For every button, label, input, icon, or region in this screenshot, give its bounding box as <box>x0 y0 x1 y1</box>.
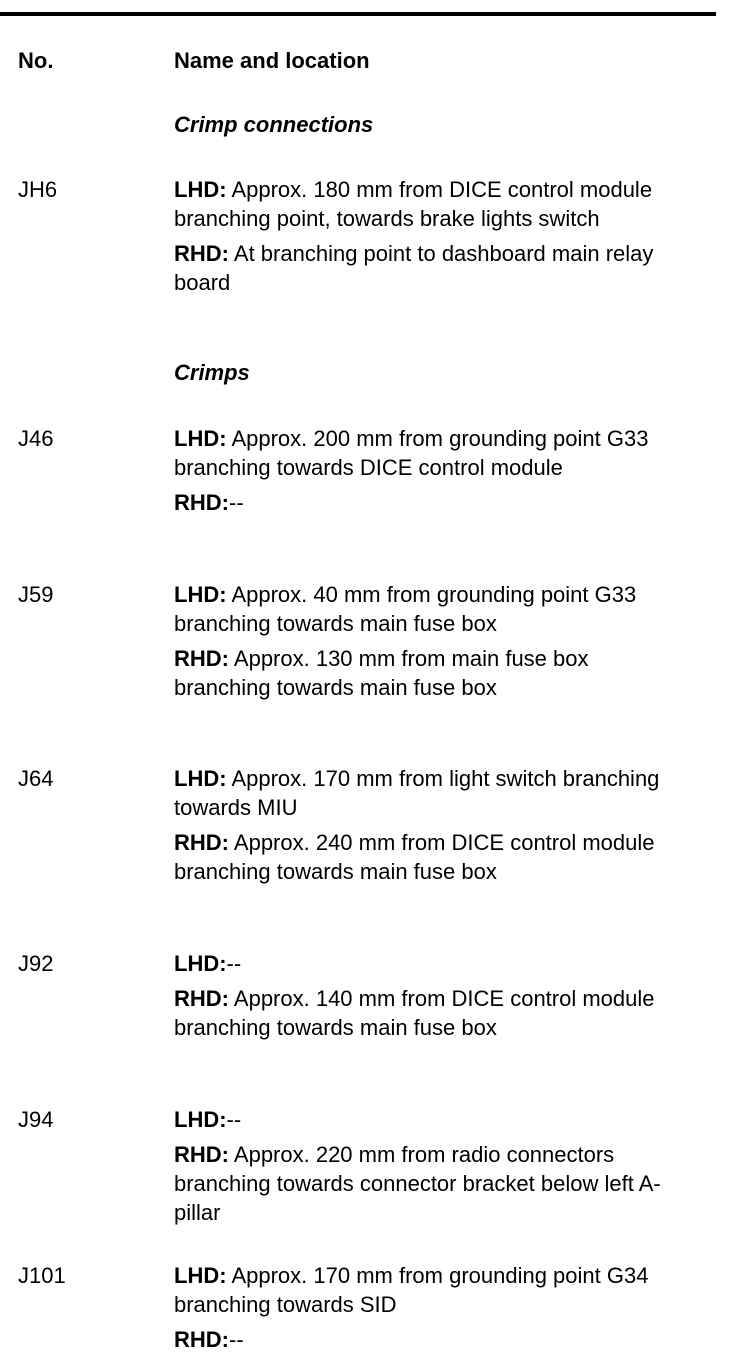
lhd-label: LHD: <box>174 766 227 791</box>
entry-location <box>174 949 674 1048</box>
lhd-label: LHD: <box>174 951 227 976</box>
entry-number: J64 <box>18 766 54 791</box>
entry-number: J59 <box>18 582 54 607</box>
entry-number: JH6 <box>18 177 58 202</box>
section-title-crimps: Crimps <box>174 360 250 385</box>
lhd-line <box>174 1105 674 1134</box>
rhd-label: RHD: <box>174 241 229 266</box>
entry-location <box>174 1105 674 1233</box>
lhd-line <box>174 949 674 978</box>
rhd-label: RHD: <box>174 490 229 515</box>
rhd-text: Approx. 220 mm from radio connectors branching towards connector bracket below left A-pillar <box>174 1142 661 1225</box>
rhd-label: RHD: <box>174 646 229 671</box>
rhd-text: Approx. 130 mm from main fuse box branching towards main fuse box <box>174 646 589 700</box>
rhd-label: RHD: <box>174 830 229 855</box>
top-rule <box>0 12 716 16</box>
lhd-line <box>174 764 674 822</box>
rhd-label: RHD: <box>174 986 229 1011</box>
rhd-line <box>174 984 674 1042</box>
lhd-line <box>174 424 674 482</box>
lhd-label: LHD: <box>174 582 227 607</box>
rhd-text: Approx. 240 mm from DICE control module branching towards main fuse box <box>174 830 655 884</box>
lhd-text: -- <box>226 951 242 976</box>
lhd-text: Approx. 200 mm from grounding point G33 branching towards DICE control module <box>174 426 649 480</box>
rhd-text: At branching point to dashboard main relay board <box>174 241 654 295</box>
lhd-text: Approx. 170 mm from grounding point G34 branching towards SID <box>174 1263 649 1317</box>
column-header-name-and-location: Name and location <box>174 48 370 73</box>
rhd-text: Approx. 140 mm from DICE control module branching towards main fuse box <box>174 986 655 1040</box>
lhd-text: Approx. 180 mm from DICE control module branching point, towards brake lights switch <box>174 177 653 231</box>
entry-number: J94 <box>18 1107 54 1132</box>
lhd-line <box>174 1261 674 1319</box>
entry-location <box>174 175 674 303</box>
rhd-line <box>174 239 674 297</box>
lhd-text: Approx. 170 mm from light switch branching towards MIU <box>174 766 660 820</box>
entry-number: J46 <box>18 426 54 451</box>
entry-number: J92 <box>18 951 54 976</box>
lhd-label: LHD: <box>174 1263 227 1288</box>
lhd-line <box>174 175 674 233</box>
rhd-label: RHD: <box>174 1142 229 1167</box>
rhd-text: -- <box>229 1327 244 1352</box>
rhd-line <box>174 1325 674 1354</box>
lhd-line <box>174 580 674 638</box>
rhd-line <box>174 1140 674 1227</box>
entry-location <box>174 764 674 892</box>
entry-number: J101 <box>18 1263 66 1288</box>
section-title-crimp-connections: Crimp connections <box>174 112 374 137</box>
lhd-text: -- <box>226 1107 242 1132</box>
entry-location <box>174 424 674 523</box>
rhd-text: -- <box>229 490 244 515</box>
column-header-no: No. <box>18 48 54 73</box>
rhd-line <box>174 488 674 517</box>
lhd-label: LHD: <box>174 426 227 451</box>
lhd-label: LHD: <box>174 177 227 202</box>
rhd-line <box>174 828 674 886</box>
entry-location <box>174 1261 674 1360</box>
lhd-text: Approx. 40 mm from grounding point G33 branching towards main fuse box <box>174 582 637 636</box>
entry-location <box>174 580 674 708</box>
rhd-line <box>174 644 674 702</box>
lhd-label: LHD: <box>174 1107 227 1132</box>
rhd-label: RHD: <box>174 1327 229 1352</box>
